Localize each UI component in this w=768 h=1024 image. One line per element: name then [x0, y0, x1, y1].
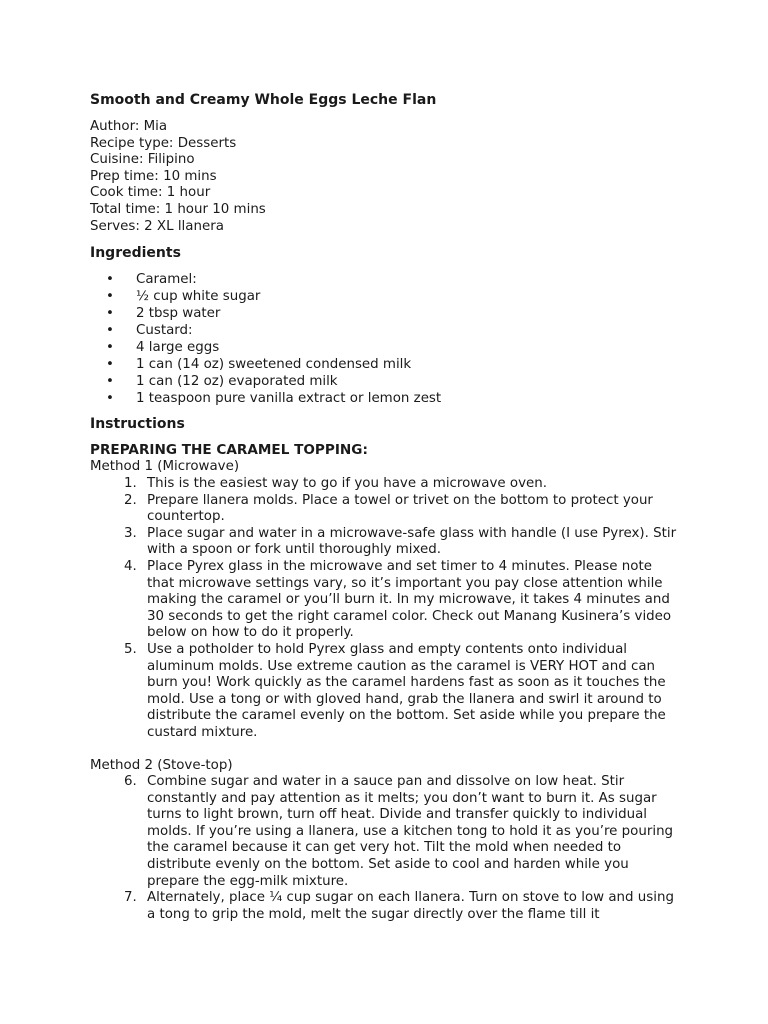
ingredient-text: 4 large eggs: [136, 339, 220, 355]
bullet-icon: •: [106, 322, 114, 338]
method-2-label: Method 2 (Stove-top): [90, 757, 233, 773]
step-item: [90, 526, 690, 559]
list-item: [90, 306, 690, 323]
ingredient-text: 1 teaspoon pure vanilla extract or lemon zest: [136, 390, 442, 406]
step-number: 2.: [124, 492, 137, 508]
bullet-icon: •: [106, 289, 114, 305]
meta-recipe-type: Recipe type: Desserts: [90, 135, 237, 151]
ingredient-text: 2 tbsp water: [136, 305, 221, 321]
meta-total-time: Total time: 1 hour 10 mins: [90, 201, 266, 217]
list-item: [90, 391, 690, 408]
bullet-icon: •: [106, 272, 114, 288]
recipe-title: Smooth and Creamy Whole Eggs Leche Flan: [90, 92, 437, 108]
list-item: [90, 323, 690, 340]
ingredient-text: Custard:: [136, 322, 193, 338]
bullet-icon: •: [106, 339, 114, 355]
meta-cook-time: Cook time: 1 hour: [90, 185, 211, 201]
bullet-icon: •: [106, 305, 114, 321]
method-2-steps: [90, 774, 690, 923]
method-1-label: Method 1 (Microwave): [90, 459, 240, 475]
list-item: [90, 357, 690, 374]
list-item: [90, 289, 690, 306]
step-item: [90, 559, 690, 642]
step-text: Alternately, place ¼ cup sugar on each llanera. Turn on stove to low and using a tong to grip the mold, melt the sugar directly over the flame till it: [147, 890, 674, 922]
meta-prep-time: Prep time: 10 mins: [90, 168, 217, 184]
ingredient-text: 1 can (14 oz) sweetened condensed milk: [136, 356, 412, 372]
step-text: Combine sugar and water in a sauce pan and dissolve on low heat. Stir constantly and pay attention as it melts; you don’t want to burn it. As sugar turns to light brown, turn off heat. Divide and transfer quickly to individual molds. If you’re using a llanera, use a kitchen tong to hold it as you’re pouring the caramel because it can get very hot. Tilt the mold when needed to distribute evenly on the bottom. Set aside to cool and harden while you prepare the egg-milk mixture.: [147, 774, 674, 889]
step-number: 6.: [124, 774, 137, 790]
step-number: 4.: [124, 558, 137, 574]
bullet-icon: •: [106, 356, 114, 372]
step-text: Place Pyrex glass in the microwave and set timer to 4 minutes. Please note that microwave settings vary, so it’s important you pay close attention while making the caramel or you’ll burn it. In my microwave, it takes 4 minutes and 30 seconds to get the right caramel color. Check out Manang Kusinera’s video below on how to do it properly.: [147, 558, 672, 641]
step-item: [90, 890, 690, 923]
method-1-steps: [90, 476, 690, 742]
ingredient-text: 1 can (12 oz) evaporated milk: [136, 373, 338, 389]
list-item: [90, 340, 690, 357]
step-number: 1.: [124, 476, 137, 491]
step-number: 7.: [124, 890, 137, 906]
list-item: [90, 272, 690, 289]
meta-author: Author: Mia: [90, 119, 168, 134]
step-text: Place sugar and water in a microwave-safe glass with handle (I use Pyrex). Stir with a spoon or fork until thoroughly mixed.: [147, 525, 677, 558]
step-number: 3.: [124, 525, 137, 541]
step-text: Prepare llanera molds. Place a towel or trivet on the bottom to protect your countertop.: [147, 492, 653, 525]
step-item: [90, 774, 690, 890]
instructions-heading: Instructions: [90, 416, 185, 433]
ingredients-list: [90, 272, 690, 407]
meta-serves: Serves: 2 XL llanera: [90, 218, 224, 234]
step-text: Use a potholder to hold Pyrex glass and empty contents onto individual aluminum molds. Use extreme caution as the caramel is VERY HOT and can burn you! Work quickly as the caramel hardens fast as soon as it touches the mold. Use a tong or with gloved hand, grab the llanera and swirl it around to distribute the caramel evenly on the bottom. Set aside while you prepare the custard mixture.: [147, 641, 666, 740]
recipe-meta: [90, 119, 690, 235]
ingredients-heading: Ingredients: [90, 245, 181, 262]
meta-cuisine: Cuisine: Filipino: [90, 152, 195, 168]
step-number: 5.: [124, 641, 137, 657]
step-item: [90, 642, 690, 742]
ingredient-text: ½ cup white sugar: [136, 289, 261, 305]
step-text: This is the easiest way to go if you have a microwave oven.: [147, 476, 547, 491]
step-item: [90, 476, 690, 493]
list-item: [90, 374, 690, 391]
bullet-icon: •: [106, 390, 114, 406]
bullet-icon: •: [106, 373, 114, 389]
step-item: [90, 493, 690, 526]
document-page: [90, 92, 690, 923]
ingredient-text: Caramel:: [136, 272, 197, 288]
caramel-topping-heading: PREPARING THE CARAMEL TOPPING:: [90, 442, 368, 459]
